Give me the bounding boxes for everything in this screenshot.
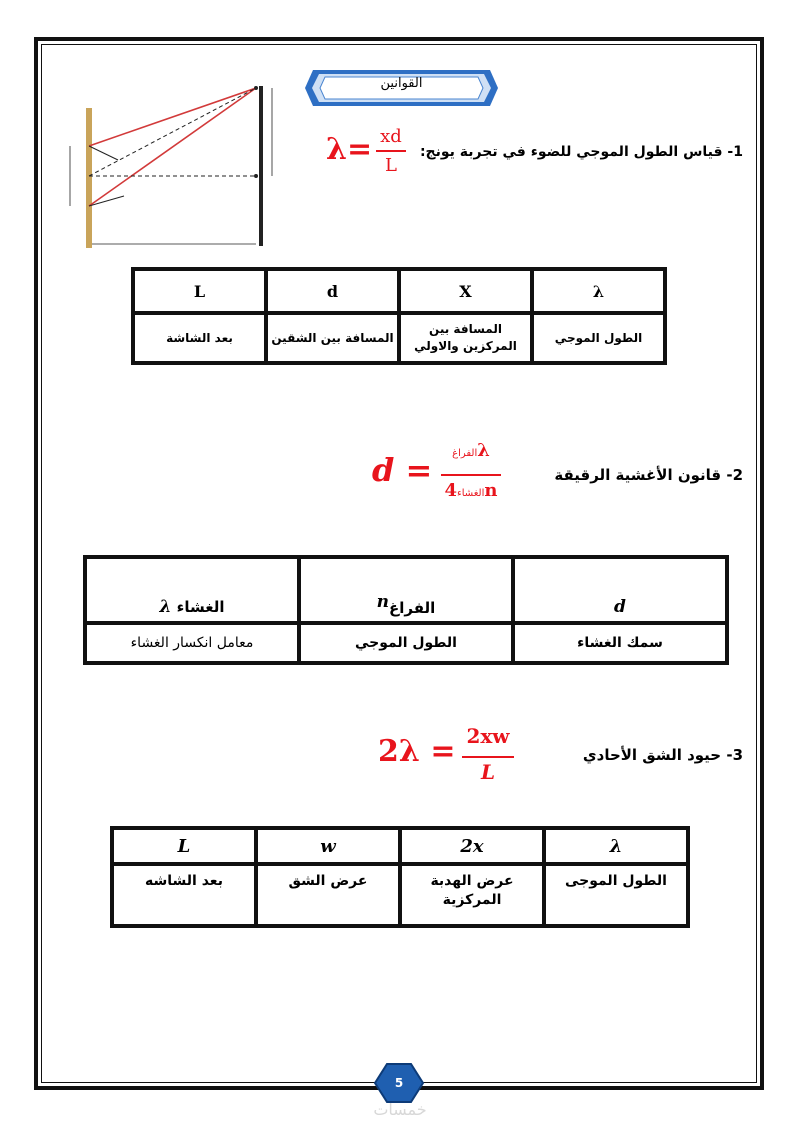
table-cell: المسافة بين المركزين والاولي (399, 313, 532, 363)
cell-symbol: d (614, 597, 626, 617)
section1-formula-numerator: xd (380, 126, 402, 147)
denominator-subscript: الغشاء (457, 488, 485, 499)
denominator-main: 4n (444, 480, 498, 501)
table-cell: X (399, 269, 532, 313)
table-cell: سمك الغشاء (513, 623, 727, 663)
section1-formula-lhs: λ= (326, 132, 373, 167)
cell-symbol: λ (159, 597, 172, 617)
section3-formula-lhs: 2λ = (378, 734, 456, 769)
section1-fraction-bar (376, 150, 406, 152)
watermark: خمسات (373, 1100, 427, 1119)
table-cell: L (112, 828, 256, 864)
section3-fraction-bar (462, 756, 514, 758)
table-cell: المسافة بين الشقين (266, 313, 399, 363)
section2-formula-lhs: d = (372, 451, 433, 489)
cell-label: الغشاء (176, 598, 225, 616)
section1-heading: 1- قياس الطول الموجي للضوء في تجربة يونج: (419, 144, 743, 160)
table-cell (85, 557, 299, 623)
section2-fraction-bar (441, 474, 501, 476)
table-cell: λ (532, 269, 665, 313)
section3-heading: 3- حيود الشق الأحادي (582, 746, 743, 764)
table-cell: الطول الموجي (532, 313, 665, 363)
numerator-subscript: الفراغ (452, 448, 478, 459)
table-cell: بعد الشاشه (112, 864, 256, 926)
table-cell: λ (544, 828, 688, 864)
table-cell: الطول الموجى (544, 864, 688, 926)
section2-table (83, 555, 729, 665)
page-number: 5 (394, 1076, 404, 1090)
section1-table (131, 267, 667, 365)
table-cell: w (256, 828, 400, 864)
section1-formula-denominator: L (385, 155, 397, 176)
table-cell: الطول الموجي (299, 623, 513, 663)
young-experiment-diagram (60, 78, 290, 256)
section3-formula-denominator: L (480, 760, 496, 784)
table-cell (299, 557, 513, 623)
table-cell: L (133, 269, 266, 313)
table-cell: عرض الشق (256, 864, 400, 926)
table-cell: 2x (400, 828, 544, 864)
table-cell: d (266, 269, 399, 313)
section2-heading: 2- قانون الأغشية الرقيقة (554, 466, 743, 484)
section2-formula-numerator (440, 440, 502, 461)
table-cell (513, 557, 727, 623)
table-cell: عرض الهدبة المركزية (400, 864, 544, 926)
section3-formula-numerator: 2xw (466, 724, 510, 748)
table-cell: معامل انكسار الغشاء (85, 623, 299, 663)
page-title: القوانين (380, 76, 423, 91)
cell-label: الفراغ (389, 599, 436, 617)
cell-symbol: n (376, 592, 390, 612)
section3-table (110, 826, 690, 928)
numerator-main: λ (477, 440, 490, 461)
section2-formula-denominator (440, 480, 502, 501)
table-cell: بعد الشاشة (133, 313, 266, 363)
